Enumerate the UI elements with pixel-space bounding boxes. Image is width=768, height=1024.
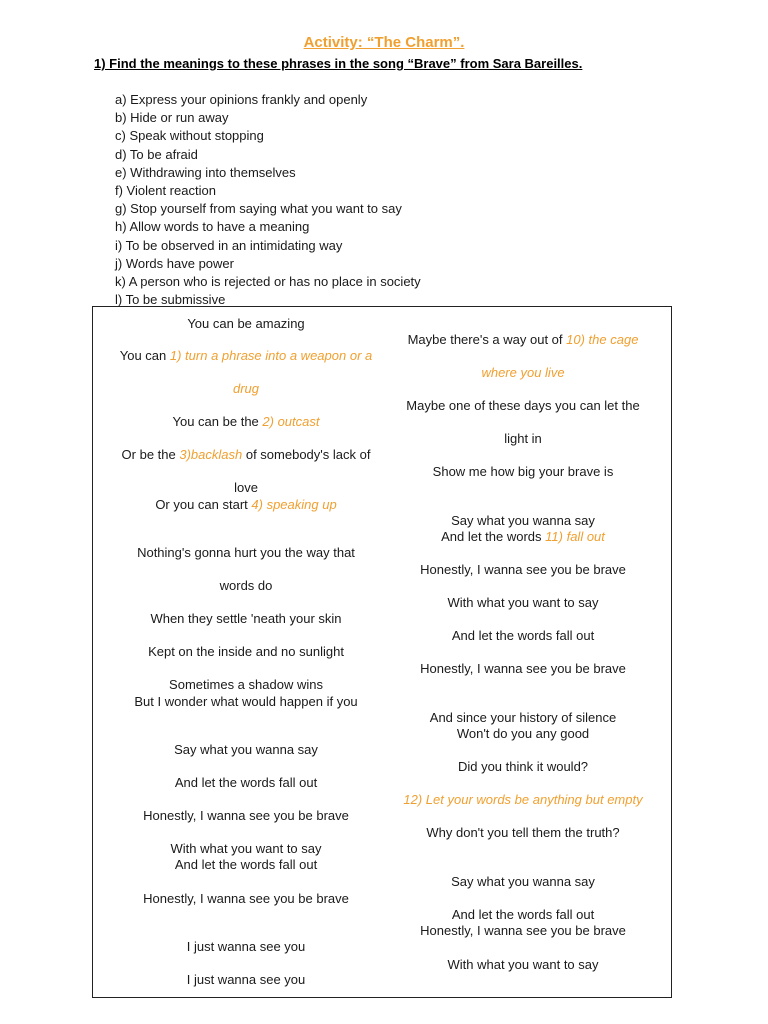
lyric-text: Say what you wanna say <box>174 742 318 757</box>
lyric-text: Honestly, I wanna see you be brave <box>143 808 349 823</box>
lyric-text: And let the words <box>441 529 546 544</box>
lyric-text: I just wanna see you <box>186 939 306 954</box>
lyric-text: And since your history of silence <box>429 710 617 725</box>
lyric-line-right <box>452 907 594 922</box>
lyric-line-right <box>458 759 588 774</box>
lyric-line-right <box>504 431 542 446</box>
highlighted-phrase: where you live <box>481 365 565 380</box>
lyric-line-right <box>420 923 626 938</box>
phrase-item: h) Allow words to have a meaning <box>115 219 310 235</box>
phrase-item: c) Speak without stopping <box>115 128 264 144</box>
lyric-text: Or be the <box>121 447 180 462</box>
lyric-line-right <box>447 595 598 610</box>
lyric-line-right <box>441 529 605 544</box>
lyric-line-right <box>452 628 594 643</box>
lyric-line-left <box>187 939 306 954</box>
phrase-item: i) To be observed in an intimidating way <box>115 237 343 253</box>
lyric-line-left <box>150 611 341 626</box>
lyric-text: Did you think it would? <box>457 759 589 774</box>
lyric-line-left <box>169 677 323 692</box>
lyric-text: Won't do you any good <box>456 726 590 741</box>
lyric-text: But I wonder what would happen if you <box>134 694 358 709</box>
lyric-line-left <box>175 775 317 790</box>
lyric-text: With what you want to say <box>170 841 322 856</box>
highlighted-phrase: drug <box>232 381 260 396</box>
lyric-line-left <box>173 414 320 429</box>
lyric-text: When they settle 'neath your skin <box>150 611 342 626</box>
lyric-text: And let the words fall out <box>451 628 595 643</box>
lyric-text: Why don't you tell them the truth? <box>426 825 620 840</box>
lyric-text: Honestly, I wanna see you be brave <box>420 923 626 938</box>
lyric-text: Maybe one of these days you can let the <box>406 398 640 413</box>
lyric-text: Honestly, I wanna see you be brave <box>143 891 349 906</box>
phrase-item: g) Stop yourself from saying what you want to say <box>115 201 402 217</box>
phrase-item: e) Withdrawing into themselves <box>115 164 296 180</box>
lyric-line-left <box>170 841 321 856</box>
lyric-line-right <box>403 792 642 807</box>
highlighted-phrase: 2) outcast <box>262 414 320 429</box>
lyric-line-right <box>430 710 616 725</box>
lyric-text: With what you want to say <box>447 957 599 972</box>
phrase-item: d) To be afraid <box>115 146 198 162</box>
highlighted-phrase: 10) the cage <box>566 332 639 347</box>
lyric-text: light in <box>504 431 542 446</box>
lyric-text: Or you can start <box>155 497 252 512</box>
lyric-line-right <box>406 398 639 413</box>
lyric-line-left <box>122 447 371 462</box>
lyric-line-right <box>420 562 626 577</box>
lyric-text: love <box>234 480 258 495</box>
phrase-item: f) Violent reaction <box>115 182 216 198</box>
lyric-text: Honestly, I wanna see you be brave <box>420 661 626 676</box>
phrase-item: l) To be submissive <box>115 292 226 308</box>
lyric-text: With what you want to say <box>447 595 599 610</box>
lyric-text: Show me how big your brave is <box>432 464 614 479</box>
phrase-item: b) Hide or run away <box>115 110 229 126</box>
lyric-line-left <box>234 480 258 495</box>
lyric-line-right <box>481 365 564 380</box>
highlighted-phrase: 3)backlash <box>179 447 243 462</box>
lyric-line-left <box>120 348 372 363</box>
lyric-line-left <box>187 316 304 331</box>
lyric-text: And let the words fall out <box>174 775 318 790</box>
lyric-line-left <box>220 578 273 593</box>
lyric-text: I just wanna see you <box>186 972 306 987</box>
lyric-line-left <box>134 694 357 709</box>
lyric-line-left <box>175 857 317 872</box>
phrase-item: a) Express your opinions frankly and openly <box>115 92 368 107</box>
lyric-text: Nothing's gonna hurt you the way that <box>137 545 355 560</box>
lyric-line-right <box>451 513 595 528</box>
lyric-line-left <box>137 545 355 560</box>
lyric-line-left <box>155 497 336 512</box>
lyric-line-left <box>143 808 349 823</box>
lyric-line-left <box>174 742 318 757</box>
lyric-line-left <box>148 644 344 659</box>
lyric-text: words do <box>219 578 273 593</box>
lyric-text: Say what you wanna say <box>451 874 595 889</box>
highlighted-phrase: 11) fall out <box>545 529 605 544</box>
lyric-line-right <box>433 464 614 479</box>
instruction-heading: 1) Find the meanings to these phrases in the song “Brave” from Sara Bareilles. <box>94 56 583 71</box>
lyric-line-right <box>426 825 619 840</box>
lyric-text: Kept on the inside and no sunlight <box>148 644 344 659</box>
lyrics-box <box>92 306 672 998</box>
lyric-text: You can be amazing <box>187 316 305 331</box>
highlighted-phrase: 4) speaking up <box>251 497 337 512</box>
lyric-line-right <box>408 332 639 347</box>
lyric-text: You can <box>119 348 170 363</box>
phrase-list <box>115 91 421 309</box>
lyric-text: And let the words fall out <box>174 857 318 872</box>
highlighted-phrase: 1) turn a phrase into a weapon or a <box>169 348 373 363</box>
lyric-text: of somebody's lack of <box>242 447 371 462</box>
lyric-line-right <box>457 726 589 741</box>
activity-title: Activity: “The Charm”. <box>303 34 465 51</box>
lyric-line-left <box>143 891 349 906</box>
phrase-item: k) A person who is rejected or has no place in society <box>115 273 421 289</box>
lyric-text: Sometimes a shadow wins <box>169 677 323 692</box>
lyric-line-left <box>187 972 306 987</box>
lyric-line-right <box>420 661 626 676</box>
highlighted-phrase: 12) Let your words be anything but empty <box>403 792 643 807</box>
lyric-line-right <box>451 874 595 889</box>
lyric-text: Say what you wanna say <box>451 513 595 528</box>
lyric-text: You can be the <box>172 414 263 429</box>
phrase-item: j) Words have power <box>115 255 234 271</box>
lyric-text: Honestly, I wanna see you be brave <box>420 562 626 577</box>
lyric-line-left <box>233 381 259 396</box>
lyric-text: And let the words fall out <box>451 907 595 922</box>
lyric-text: Maybe there's a way out of <box>407 332 567 347</box>
lyric-line-right <box>447 957 598 972</box>
